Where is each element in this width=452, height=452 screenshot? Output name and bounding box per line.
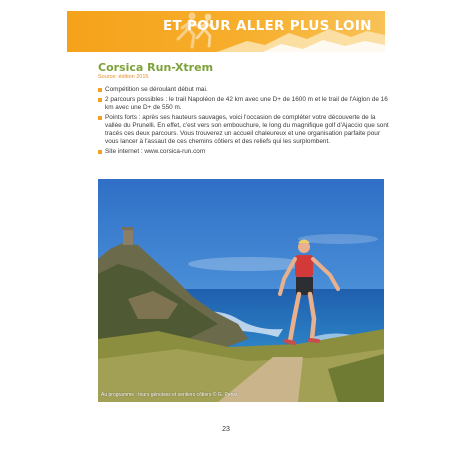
- section-banner: [67, 11, 385, 52]
- photo-caption: Au programme : tours génoises et sentiers côtiers © G. Perez: [101, 392, 238, 398]
- bullet-routes: 2 parcours possibles : le trail Napoléon de 42 km avec une D+ de 1600 m et le trail de l'Aiglon de 16 km avec une D+ de 550 m.: [98, 96, 390, 112]
- bullet-list: [98, 86, 390, 158]
- bullet-highlights: Points forts : après ses hauteurs sauvages, voici l'occasion de compléter votre découverte de la vallée du Prunelli. En effet, c'est vers son embouchure, le long du magnifique golf d'Ajaccio que sont tracés ces deux parcours. Vous trouverez un accueil chaleureux et une organisation parfaite pour vous lancer à l'assaut de ces chemins côtiers et des reliefs qui les surplombent.: [98, 114, 390, 147]
- page-number: 23: [222, 426, 230, 433]
- bullet-website: Site internet : www.corsica-run.com: [98, 148, 390, 156]
- article-subtitle: Source: édition 2015: [98, 74, 149, 80]
- bullet-date: Compétition se déroulant début mai.: [98, 86, 390, 94]
- article-title: Corsica Run-Xtrem: [98, 61, 214, 74]
- banner-title: ET POUR ALLER PLUS LOIN: [163, 18, 372, 34]
- trail-photo: [98, 179, 384, 402]
